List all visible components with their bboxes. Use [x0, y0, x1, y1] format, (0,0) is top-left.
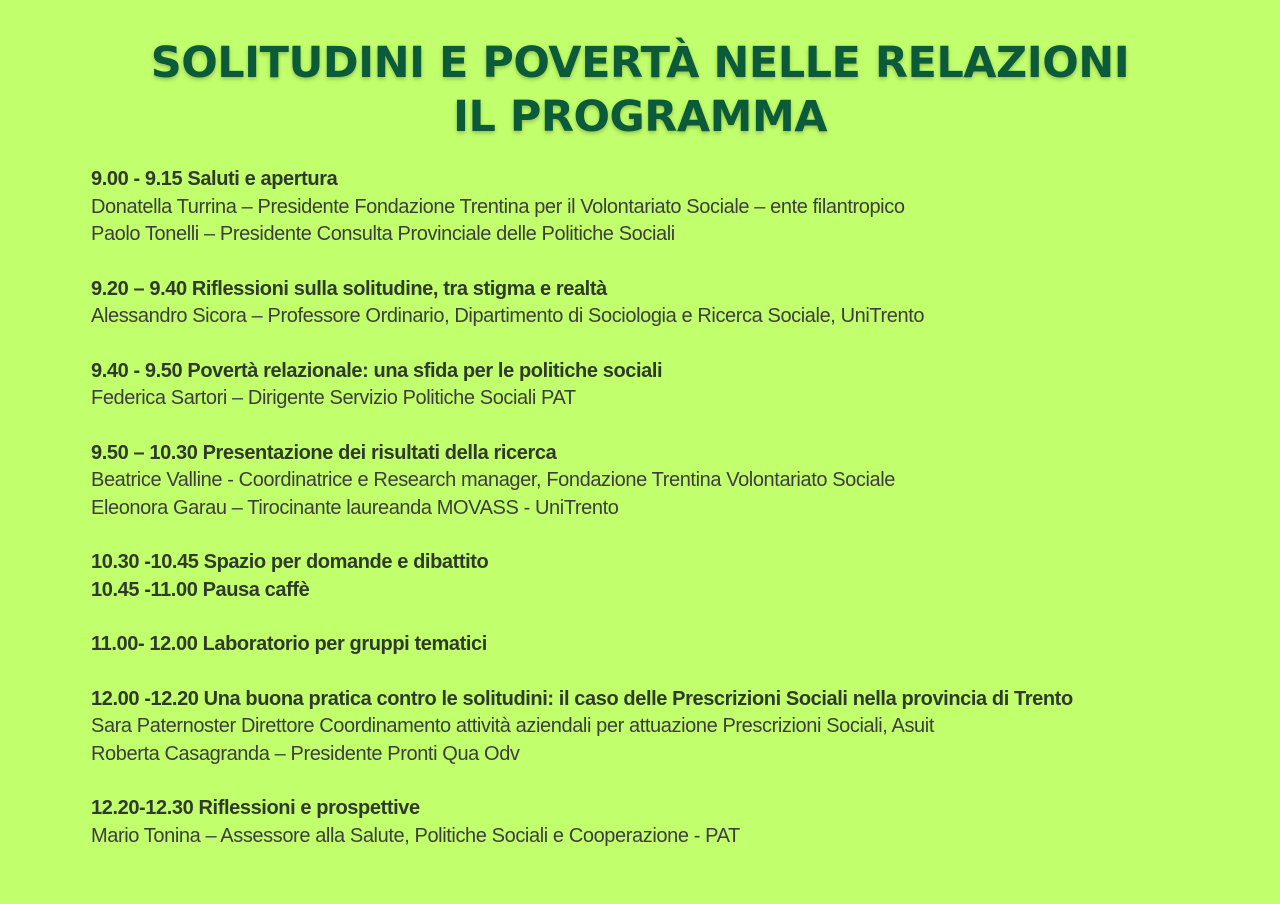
program-session [91, 440, 1251, 523]
page-title: SOLITUDINI E POVERTÀ NELLE RELAZIONI [150, 38, 1130, 88]
session-speaker: Sara Paternoster Direttore Coordinamento attività aziendali per attuazione Prescrizioni Sociali, Asuit [91, 715, 934, 737]
program-session [91, 358, 1251, 413]
session-speaker: Paolo Tonelli – Presidente Consulta Provinciale delle Politiche Sociali [91, 223, 675, 245]
program-session [91, 577, 1251, 605]
session-speaker: Eleonora Garau – Tirocinante laureanda MOVASS - UniTrento [91, 496, 619, 519]
session-heading: 9.40 - 9.50 Povertà relazionale: una sfida per le politiche sociali [91, 359, 663, 382]
page-subtitle: IL PROGRAMMA [452, 92, 828, 142]
program-session [91, 166, 1251, 249]
session-heading: 9.20 – 9.40 Riflessioni sulla solitudine, tra stigma e realtà [91, 277, 607, 300]
program-list [91, 166, 1251, 877]
program-session [91, 276, 1251, 331]
program-session [91, 795, 1251, 850]
session-speaker: Mario Tonina – Assessore alla Salute, Politiche Sociali e Cooperazione - PAT [91, 824, 740, 847]
session-heading: 11.00- 12.00 Laboratorio per gruppi tematici [91, 633, 487, 655]
session-speaker: Federica Sartori – Dirigente Servizio Politiche Sociali PAT [91, 387, 576, 409]
session-speaker: Roberta Casagranda – Presidente Pronti Qua Odv [91, 742, 520, 765]
page-header [0, 36, 1280, 144]
program-session [91, 631, 1251, 659]
program-session [91, 686, 1251, 769]
session-heading: 9.50 – 10.30 Presentazione dei risultati della ricerca [91, 441, 557, 464]
session-speaker: Donatella Turrina – Presidente Fondazione Trentina per il Volontariato Sociale – ente filantropico [91, 195, 905, 218]
session-heading: 10.30 -10.45 Spazio per domande e dibattito [91, 551, 489, 573]
session-heading: 12.00 -12.20 Una buona pratica contro le solitudini: il caso delle Prescrizioni Sociali nella provincia di Trento [91, 687, 1073, 710]
session-heading: 12.20-12.30 Riflessioni e prospettive [91, 797, 420, 819]
session-speaker: Beatrice Valline - Coordinatrice e Research manager, Fondazione Trentina Volontariato Sociale [91, 469, 896, 491]
session-heading: 9.00 - 9.15 Saluti e apertura [91, 168, 338, 190]
session-speaker: Alessandro Sicora – Professore Ordinario, Dipartimento di Sociologia e Ricerca Sociale, UniTrento [91, 305, 925, 327]
program-session [91, 549, 1251, 577]
session-heading: 10.45 -11.00 Pausa caffè [91, 578, 310, 601]
